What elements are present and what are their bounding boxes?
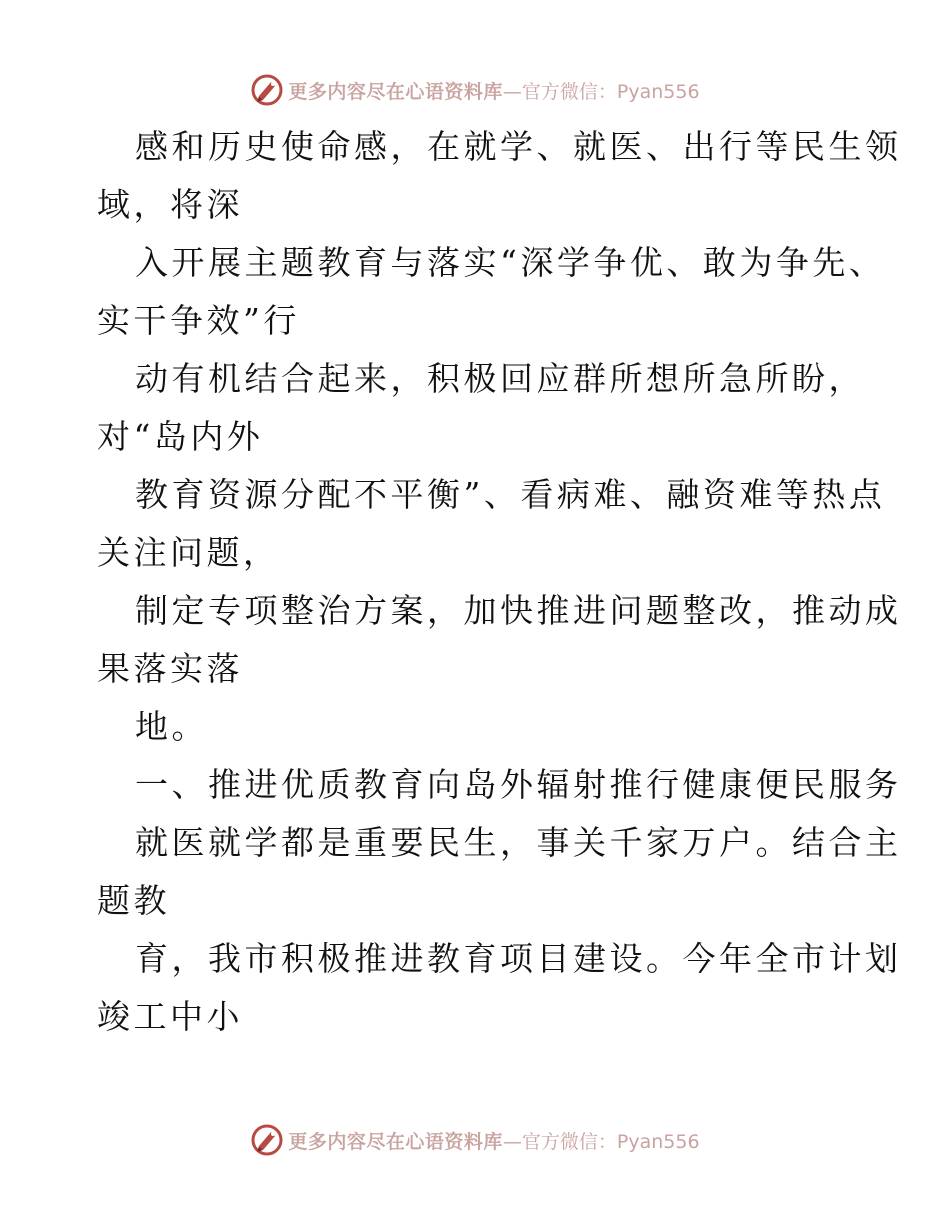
body-line: 地。 xyxy=(135,707,208,746)
body-line: 关注问题， xyxy=(97,533,280,572)
body-line: 感和历史使命感，在就学、就医、出行等民生领 xyxy=(135,127,902,166)
body-line: 题教 xyxy=(97,881,170,920)
footer-contact-text: —官方微信：Pyan556 xyxy=(502,1130,700,1153)
footer-watermark xyxy=(0,1120,950,1160)
header-contact-text: —官方微信：Pyan556 xyxy=(502,80,700,103)
document-body xyxy=(97,118,902,1046)
body-line: 入开展主题教育与落实“深学争优、敢为争先、 xyxy=(135,243,886,282)
body-line: 实干争效”行 xyxy=(97,301,300,340)
body-line: 教育资源分配不平衡”、看病难、融资难等热点 xyxy=(135,475,886,514)
pen-logo-icon xyxy=(250,1123,284,1157)
body-line: 动有机结合起来，积极回应群所想所急所盼， xyxy=(135,359,865,398)
body-line: 育，我市积极推进教育项目建设。今年全市计划 xyxy=(135,939,902,978)
footer-brand-text: 更多内容尽在心语资料库 xyxy=(288,1130,503,1153)
body-line: 域，将深 xyxy=(97,185,243,224)
body-line: 竣工中小 xyxy=(97,997,243,1036)
header-watermark xyxy=(0,70,950,110)
section-heading: 一、推进优质教育向岛外辐射推行健康便民服务 xyxy=(135,765,902,804)
body-line: 对“岛内外 xyxy=(97,417,264,456)
body-line: 制定专项整治方案，加快推进问题整改，推动成 xyxy=(135,591,902,630)
body-line: 果落实落 xyxy=(97,649,243,688)
header-brand-text: 更多内容尽在心语资料库 xyxy=(288,80,503,103)
body-line: 就医就学都是重要民生，事关千家万户。结合主 xyxy=(135,823,902,862)
pen-logo-icon xyxy=(250,73,284,107)
